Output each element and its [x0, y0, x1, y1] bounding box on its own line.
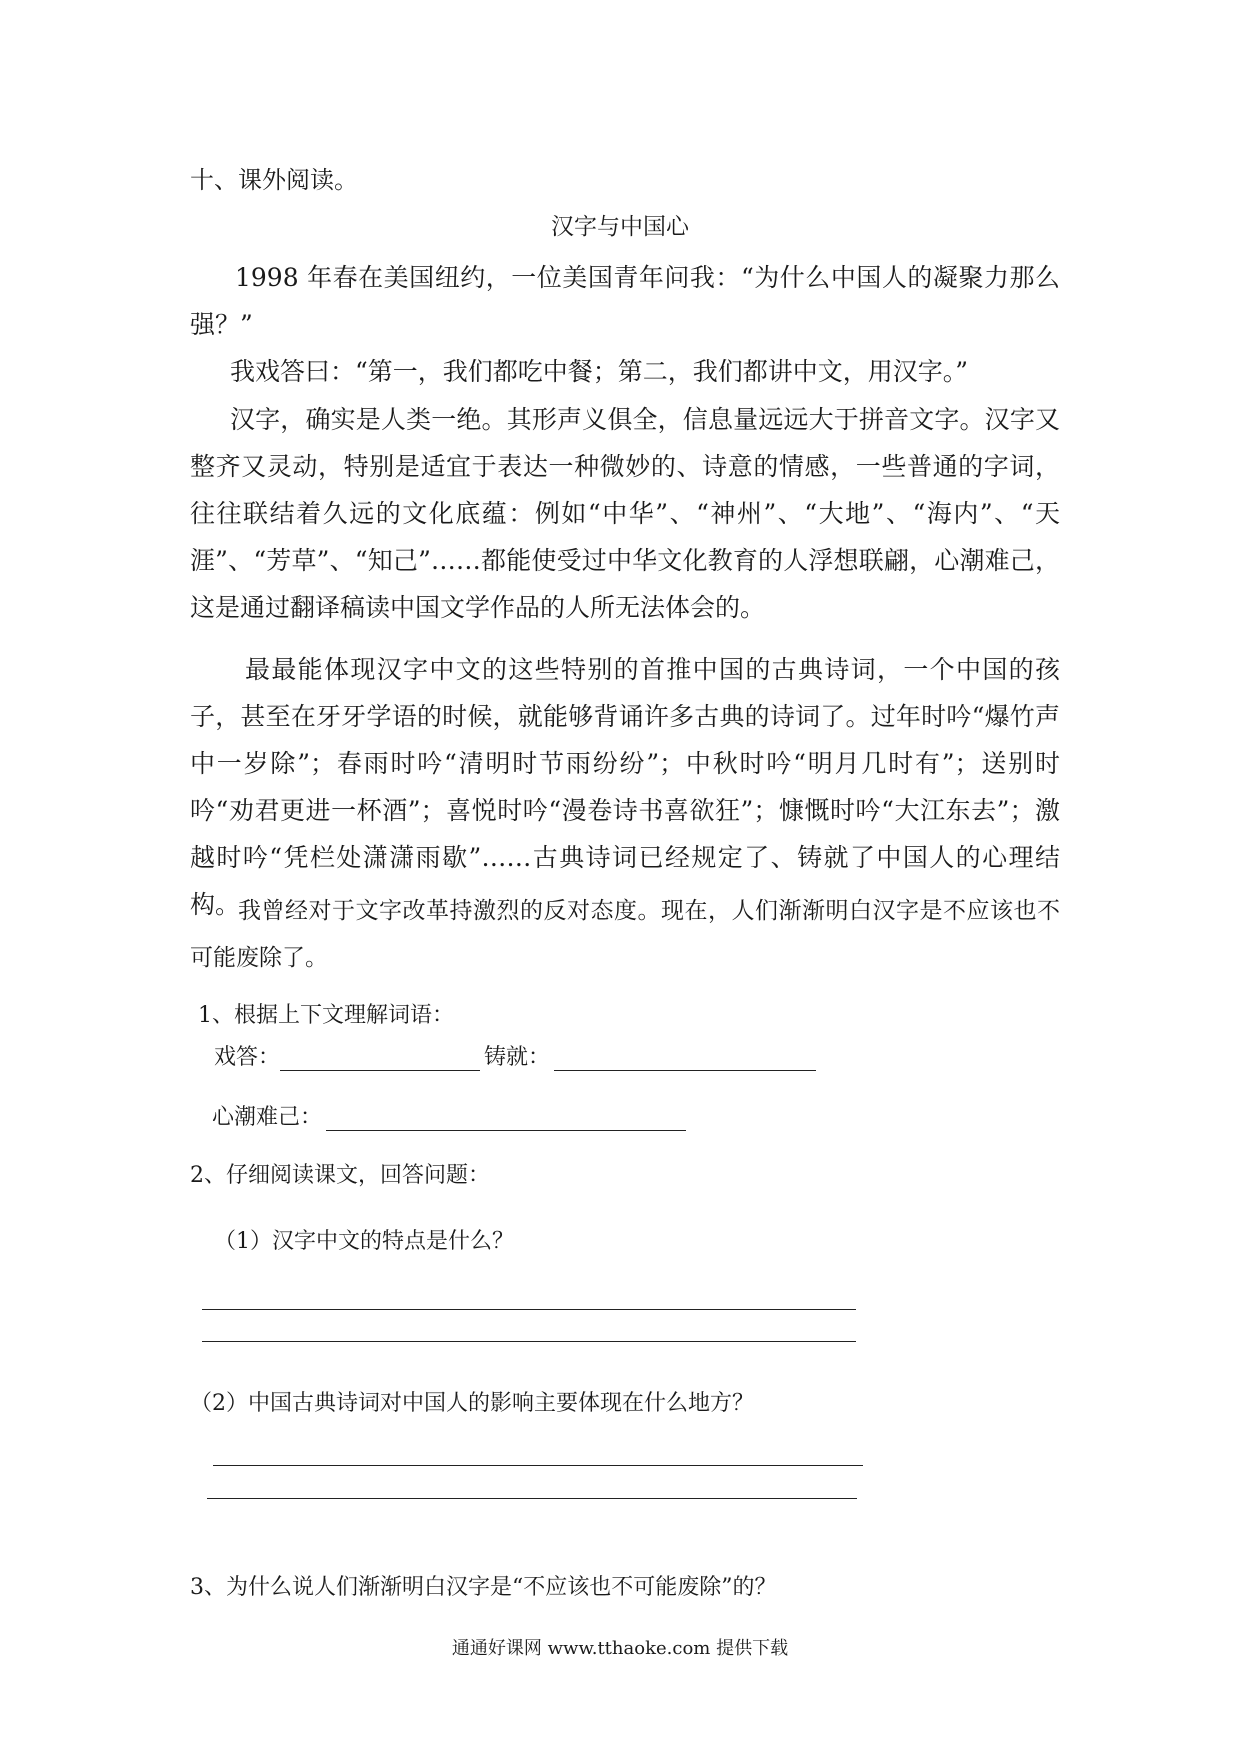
- section-heading: 十、课外阅读。: [190, 166, 358, 194]
- question-2-sub-1: （1）汉字中文的特点是什么？: [214, 1229, 514, 1254]
- answer-line[interactable]: [213, 1465, 863, 1466]
- question-3-prompt: 3、为什么说人们渐渐明白汉字是“不应该也不可能废除”的？: [190, 1575, 777, 1600]
- question-1-prompt: 1、根据上下文理解词语：: [198, 1003, 454, 1028]
- footer-download-note: 通通好课网 www.tthaoke.com 提供下载: [451, 1638, 789, 1659]
- article-title: 汉字与中国心: [551, 214, 689, 240]
- vocab-row-2: [212, 1100, 686, 1131]
- article-paragraph-3: 汉字，确实是人类一绝。其形声义俱全，信息量远远大于拼音文字。汉字又整齐又灵动，特别是适宜于表达一种微妙的、诗意的情感，一些普通的字词，往往联结着久远的文化底蕴：例如“中华”、“神州”、“大地”、“海内”、“天涯”、“芳草”、“知己”……都能使受过中华文化教育的人浮想联翩，心潮难己，这是通过翻译稿读中国文学作品的人所无法体会的。: [190, 405, 1060, 622]
- answer-line[interactable]: [202, 1341, 856, 1342]
- article-paragraph-4: 最最能体现汉字中文的这些特别的首推中国的古典诗词，一个中国的孩子，甚至在牙牙学语的时候，就能够背诵许多古典的诗词了。过年时吟“爆竹声中一岁除”；春雨时吟“清明时节雨纷纷”；中秋时吟“明月几时有”；送别时吟“劝君更进一杯酒”；喜悦时吟“漫卷诗书喜欲狂”；慷慨时吟“大江东去”；激越时吟“凭栏处潇潇雨歇”……古典诗词已经规定了、铸就了中国人的心理结构。: [190, 655, 1060, 919]
- term-zhujiu-label: 铸就：: [484, 1045, 551, 1070]
- term-xinchao-blank[interactable]: [326, 1106, 686, 1131]
- vocab-row-1: [214, 1040, 816, 1071]
- question-2-prompt: 2、仔细阅读课文，回答问题：: [190, 1163, 490, 1188]
- article-paragraph-1: 1998 年春在美国纽约，一位美国青年问我：“为什么中国人的凝聚力那么强？”: [190, 263, 1060, 339]
- term-xinchao-label: 心潮难己：: [212, 1105, 323, 1130]
- term-xida-blank[interactable]: [280, 1046, 480, 1071]
- article-paragraph-2: 我戏答曰：“第一，我们都吃中餐；第二，我们都讲中文，用汉字。”: [230, 357, 969, 386]
- question-2-sub-2: （2）中国古典诗词对中国人的影响主要体现在什么地方？: [190, 1391, 754, 1416]
- answer-line[interactable]: [202, 1309, 856, 1310]
- term-xida-label: 戏答：: [214, 1045, 281, 1070]
- answer-line[interactable]: [207, 1498, 857, 1499]
- article-paragraph-5: 我曾经对于文字改革持激烈的反对态度。现在，人们渐渐明白汉字是不应该也不可能废除了。: [190, 898, 1060, 971]
- term-zhujiu-blank[interactable]: [554, 1046, 816, 1071]
